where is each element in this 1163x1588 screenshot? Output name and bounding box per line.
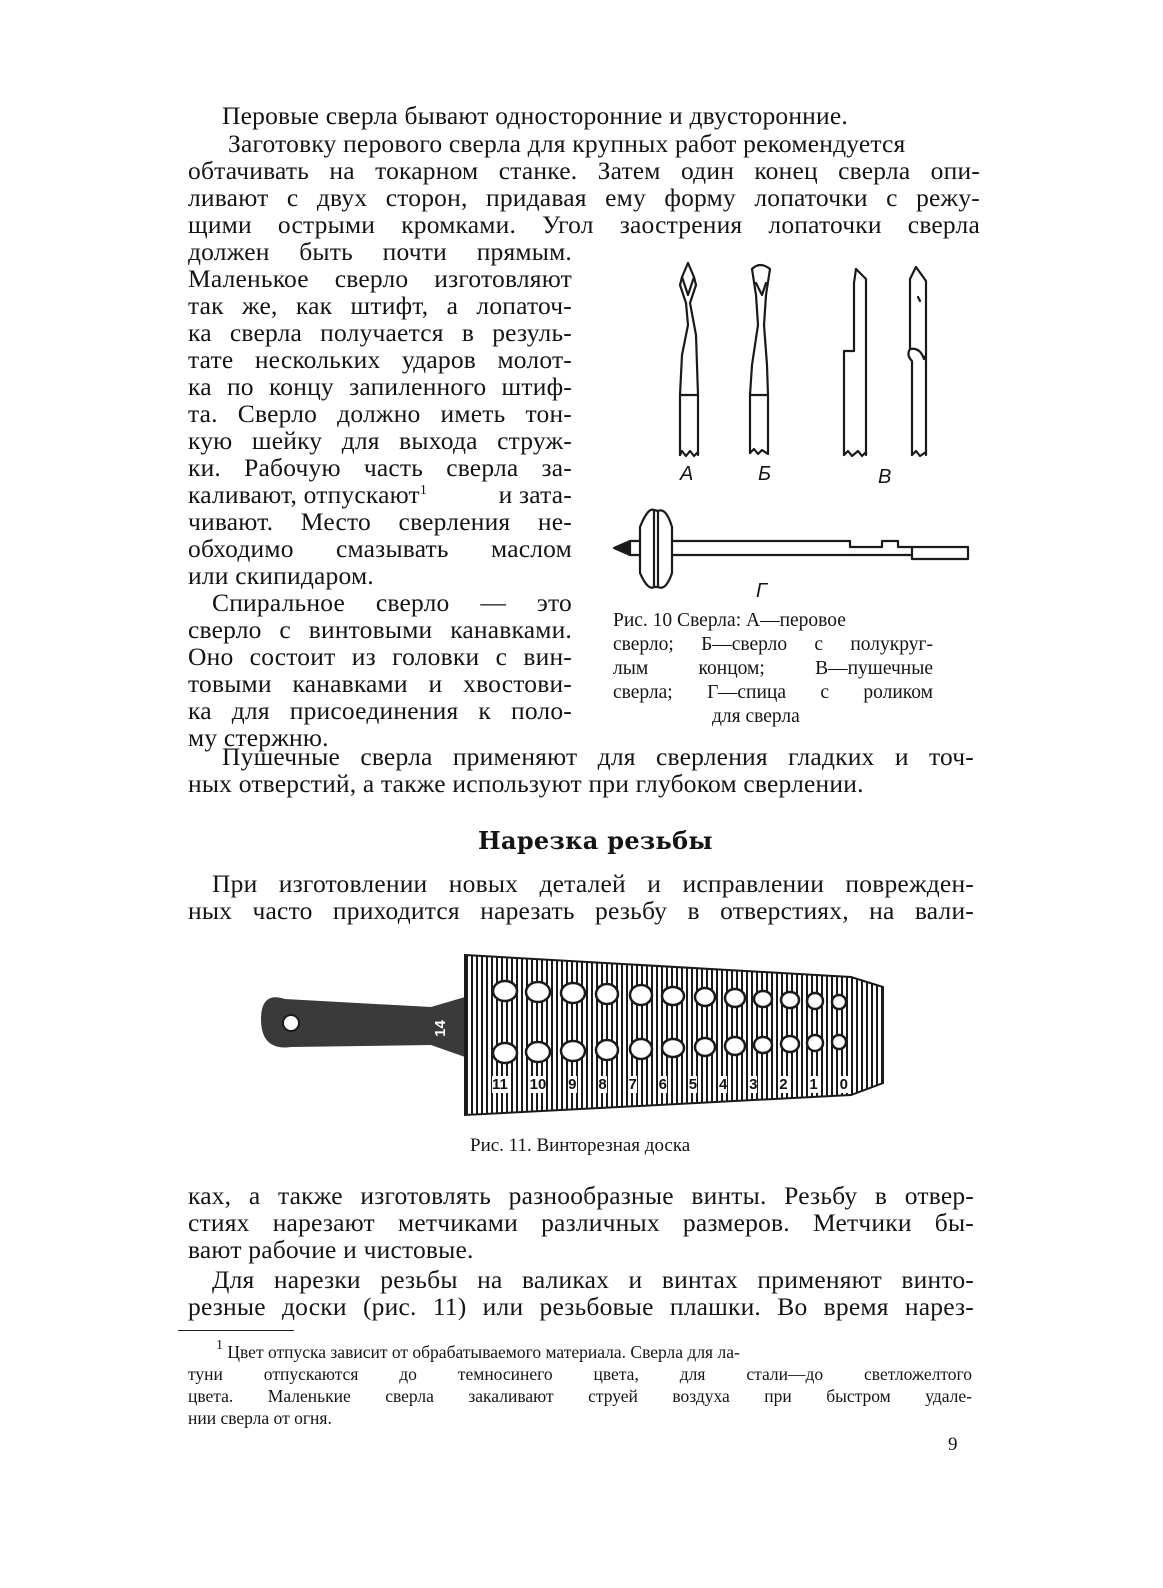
text-line: Спиральное сверло — это [212,588,572,617]
die-number: 2 [779,1076,788,1093]
spindle-g-icon [614,510,968,588]
footnote-number: 1 [216,1338,223,1353]
text-line: ных часто приходится нарезать резьбу в отверстиях, на вали- [188,896,974,925]
text-line: ки. Рабочую часть сверла за- [188,453,572,482]
figure-10-caption-line: для сверла [712,706,800,727]
figure-10-caption-line: сверла; Г—спица с роликом [613,682,933,703]
text-line: вают рабочие и чистовые. [188,1235,474,1264]
page-number: 9 [948,1434,958,1455]
text-line: та. Сверло должно иметь тон- [188,399,572,428]
die-number: 4 [718,1076,728,1093]
text-fragment: каливают, отпускают$^1$ [188,480,428,509]
text-line [188,481,572,509]
figure-10-caption-line: сверло; Б—сверло с полукруг- [613,634,933,655]
text-line: Перовые сверла бывают односторонние и двусторонние. [222,101,848,130]
text-line: Пушечные сверла применяют для сверления гладких и точ- [222,742,974,771]
figure-label-g: Г [756,580,767,602]
text-line: ных отверстий, а также используют при глубоком сверлении. [188,769,864,798]
die-number: 5 [688,1076,698,1093]
drill-v1-icon [844,269,866,456]
figure-11-drawing [255,945,895,1120]
text-line: или скипидаром. [188,561,374,590]
figure-label-b: Б [758,463,772,485]
text-line: стиях нарезают метчиками различных размеров. Метчики бы- [188,1208,974,1237]
text-line: ках, а также изготовлять разнообразные винты. Резьбу в отвер- [188,1181,974,1210]
text-fragment: и зата- [498,480,572,509]
footnote-text: $^1$ Цвет отпуска зависит от обрабатываемого материала. Сверла для ла- [216,1338,740,1362]
text-line: сверло с винтовыми канавками. [188,615,572,644]
text-line: кую шейку для выхода струж- [188,426,572,455]
die-number: 1 [809,1076,818,1093]
die-number: 6 [658,1076,667,1093]
die-number: 9 [568,1076,577,1093]
text-line: щими острыми кромками. Угол заострения лопаточки сверла [188,210,980,239]
figure-10-caption-line: Рис. 10 Сверла: А—перовое [613,610,846,631]
footnote-line: нии сверла от огня. [188,1408,332,1428]
footnote-line [216,1338,972,1363]
text-line: При изготовлении новых деталей и исправлении поврежден- [212,869,974,898]
figure-10-caption-line: лым концом; В—пушечные [613,658,933,679]
die-handle-mark: 14 [431,1020,449,1037]
text-line: товыми канавками и хвостови- [188,669,572,698]
die-number: 11 [492,1076,508,1093]
die-number: 3 [749,1076,758,1093]
text-line: чивают. Место сверления не- [188,507,572,536]
figure-10-drawing [600,255,990,595]
text-line: ка для присоединения к поло- [188,696,572,725]
figure-label-a: А [680,463,694,485]
die-number-row [492,1076,848,1093]
text-line: ливают с двух сторон, придавая ему форму лопаточки с режу- [188,183,980,212]
text-line: Заготовку перового сверла для крупных работ рекомендуется [228,129,906,158]
footnote-marker: 1 [419,483,428,498]
footnote-rule [178,1330,294,1331]
drill-b-icon [750,265,770,454]
text-line: Оно состоит из головки с вин- [188,642,572,671]
die-number: 7 [628,1076,637,1093]
text-line: Маленькое сверло изготовляют [188,264,572,293]
die-number: 10 [529,1076,547,1093]
text-line: должен быть почти прямым. [188,237,572,266]
drill-v2-icon [908,267,926,456]
section-heading: Нарезка резьбы [478,826,713,855]
figure-11-caption: Рис. 11. Винторезная доска [470,1135,691,1156]
drill-a-icon [680,263,698,456]
text-line: обтачивать на токарном станке. Затем один конец сверла опи- [188,156,980,185]
text-line: резные доски (рис. 11) или резьбовые плашки. Во время нарез- [188,1292,974,1321]
text-line: так же, как штифт, а лопаточ- [188,291,572,320]
text-line: му стержню. [188,723,329,752]
text-line: обходимо смазывать маслом [188,534,572,563]
text-line: ка сверла получается в резуль- [188,318,572,347]
die-number: 8 [598,1076,607,1093]
footnote-line: туни отпускаются до темносинего цвета, для стали—до светложелтого [188,1364,972,1384]
figure-label-v: В [878,466,892,488]
text-line: тате нескольких ударов молот- [188,345,572,374]
text-line: ка по концу запиленного штиф- [188,372,572,401]
die-number: 0 [839,1076,848,1093]
text-line: Для нарезки резьбы на валиках и винтах применяют винто- [212,1265,974,1294]
footnote-line: цвета. Маленькие сверла закаливают струей воздуха при быстром удале- [188,1386,972,1406]
